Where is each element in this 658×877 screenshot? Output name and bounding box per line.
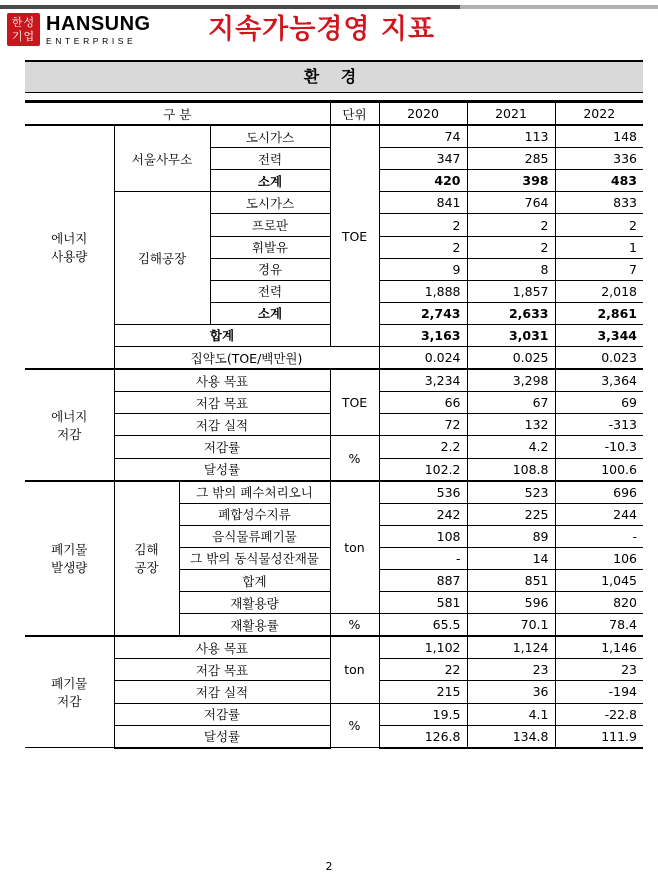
value-cell: 2,743 <box>379 302 467 324</box>
value-cell: 1,124 <box>467 636 555 659</box>
value-cell: 14 <box>467 547 555 569</box>
value-cell: 108.8 <box>467 458 555 481</box>
value-cell: 113 <box>467 125 555 148</box>
value-cell: 9 <box>379 258 467 280</box>
value-cell: 3,344 <box>555 324 643 346</box>
value-cell: 596 <box>467 592 555 614</box>
item-label: 그 밖의 동식물성잔재물 <box>179 547 330 569</box>
value-cell: -22.8 <box>555 703 643 725</box>
value-cell: 833 <box>555 192 643 214</box>
item-label-intensity: 집약도(TOE/백만원) <box>114 347 379 370</box>
value-cell: 523 <box>467 481 555 504</box>
value-cell: 67 <box>467 392 555 414</box>
value-cell: 398 <box>467 170 555 192</box>
item-label: 음식물류폐기물 <box>179 525 330 547</box>
value-cell: 0.023 <box>555 347 643 370</box>
value-cell: -10.3 <box>555 436 643 458</box>
page-number: 2 <box>325 860 333 873</box>
item-label: 휘발유 <box>210 236 330 258</box>
value-cell: 696 <box>555 481 643 504</box>
value-cell: 22 <box>379 659 467 681</box>
header-year: 2022 <box>555 102 643 126</box>
value-cell: 72 <box>379 414 467 436</box>
group-label-energy-use: 에너지 사용량 <box>25 125 114 369</box>
value-cell: 0.025 <box>467 347 555 370</box>
item-label: 저감 목표 <box>114 659 330 681</box>
value-cell: 0.024 <box>379 347 467 370</box>
item-label-total: 합계 <box>114 324 330 346</box>
item-label: 저감 실적 <box>114 414 330 436</box>
table-row <box>25 369 643 392</box>
environment-table-wrap <box>25 100 643 749</box>
item-label: 프로판 <box>210 214 330 236</box>
value-cell: 2,633 <box>467 302 555 324</box>
value-cell: 8 <box>467 258 555 280</box>
value-cell: 89 <box>467 525 555 547</box>
unit-cell: ton <box>330 481 379 614</box>
item-label: 사용 목표 <box>114 636 330 659</box>
item-label: 달성률 <box>114 725 330 748</box>
value-cell: 65.5 <box>379 614 467 637</box>
logo-brand-text: HANSUNG <box>46 13 151 35</box>
item-label: 합계 <box>179 569 330 591</box>
value-cell: 2.2 <box>379 436 467 458</box>
item-label: 소계 <box>210 302 330 324</box>
item-label: 도시가스 <box>210 125 330 148</box>
item-label: 재활용량 <box>179 592 330 614</box>
group-label-waste: 폐기물 발생량 <box>25 481 114 637</box>
value-cell: 2,018 <box>555 280 643 302</box>
unit-cell: % <box>330 436 379 481</box>
item-label: 사용 목표 <box>114 369 330 392</box>
company-logo <box>46 14 151 46</box>
value-cell: 78.4 <box>555 614 643 637</box>
subgroup-site: 김해 공장 <box>114 481 179 637</box>
value-cell: 1,102 <box>379 636 467 659</box>
table-row <box>25 436 643 458</box>
item-label: 재활용률 <box>179 614 330 637</box>
value-cell: 36 <box>467 681 555 703</box>
unit-cell: TOE <box>330 125 379 346</box>
value-cell: 3,364 <box>555 369 643 392</box>
value-cell: 23 <box>555 659 643 681</box>
value-cell: 285 <box>467 148 555 170</box>
value-cell: 244 <box>555 503 643 525</box>
value-cell: 2 <box>467 236 555 258</box>
value-cell: 1,888 <box>379 280 467 302</box>
value-cell: 4.1 <box>467 703 555 725</box>
value-cell: 74 <box>379 125 467 148</box>
document-title: 지속가능경영 지표 <box>208 14 436 45</box>
value-cell: 111.9 <box>555 725 643 748</box>
value-cell: 841 <box>379 192 467 214</box>
item-label: 전력 <box>210 148 330 170</box>
table-row <box>25 102 643 126</box>
value-cell: 347 <box>379 148 467 170</box>
value-cell: 132 <box>467 414 555 436</box>
value-cell: 2 <box>379 236 467 258</box>
table-row <box>25 636 643 659</box>
value-cell: 581 <box>379 592 467 614</box>
value-cell: 148 <box>555 125 643 148</box>
value-cell: 336 <box>555 148 643 170</box>
item-label: 폐합성수지류 <box>179 503 330 525</box>
value-cell: 134.8 <box>467 725 555 748</box>
item-label: 저감 실적 <box>114 681 330 703</box>
value-cell: 820 <box>555 592 643 614</box>
table-row <box>25 703 643 725</box>
value-cell: 19.5 <box>379 703 467 725</box>
item-label: 경유 <box>210 258 330 280</box>
value-cell: 1,146 <box>555 636 643 659</box>
unit-cell: % <box>330 614 379 637</box>
logo-sub-text: ENTERPRISE <box>46 36 137 46</box>
subgroup-gimhae: 김해공장 <box>114 192 210 325</box>
value-cell: 242 <box>379 503 467 525</box>
group-label-waste-reduction: 폐기물 저감 <box>25 636 114 747</box>
value-cell: 1 <box>555 236 643 258</box>
value-cell: 2 <box>467 214 555 236</box>
value-cell: - <box>379 547 467 569</box>
value-cell: 69 <box>555 392 643 414</box>
value-cell: 102.2 <box>379 458 467 481</box>
value-cell: 2,861 <box>555 302 643 324</box>
unit-cell: % <box>330 703 379 748</box>
unit-cell: TOE <box>330 369 379 436</box>
value-cell: 536 <box>379 481 467 504</box>
value-cell: 23 <box>467 659 555 681</box>
item-label: 저감 목표 <box>114 392 330 414</box>
value-cell: 66 <box>379 392 467 414</box>
value-cell: 100.6 <box>555 458 643 481</box>
header-year: 2020 <box>379 102 467 126</box>
value-cell: -194 <box>555 681 643 703</box>
value-cell: 7 <box>555 258 643 280</box>
value-cell: 108 <box>379 525 467 547</box>
section-title: 환 경 <box>25 60 643 93</box>
item-label: 소계 <box>210 170 330 192</box>
subgroup-seoul: 서울사무소 <box>114 125 210 192</box>
unit-cell: ton <box>330 636 379 703</box>
table-row <box>25 481 643 504</box>
value-cell: 126.8 <box>379 725 467 748</box>
value-cell: 420 <box>379 170 467 192</box>
value-cell: 3,298 <box>467 369 555 392</box>
item-label: 도시가스 <box>210 192 330 214</box>
value-cell: 3,234 <box>379 369 467 392</box>
value-cell: 70.1 <box>467 614 555 637</box>
item-label: 달성률 <box>114 458 330 481</box>
value-cell: -313 <box>555 414 643 436</box>
table-row <box>25 125 643 148</box>
top-rule <box>0 5 658 9</box>
value-cell: 1,045 <box>555 569 643 591</box>
value-cell: 483 <box>555 170 643 192</box>
value-cell: 2 <box>379 214 467 236</box>
header-unit: 단위 <box>330 102 379 126</box>
value-cell: 1,857 <box>467 280 555 302</box>
item-label: 저감률 <box>114 703 330 725</box>
value-cell: 3,163 <box>379 324 467 346</box>
table-row <box>25 347 643 370</box>
item-label: 그 밖의 폐수처리오니 <box>179 481 330 504</box>
value-cell: 2 <box>555 214 643 236</box>
item-label: 저감률 <box>114 436 330 458</box>
company-seal-logo: 한성 기업 <box>7 13 40 46</box>
value-cell: 851 <box>467 569 555 591</box>
value-cell: 215 <box>379 681 467 703</box>
environment-table <box>25 100 643 749</box>
value-cell: 764 <box>467 192 555 214</box>
header-category: 구 분 <box>25 102 330 126</box>
value-cell: 887 <box>379 569 467 591</box>
header-year: 2021 <box>467 102 555 126</box>
item-label: 전력 <box>210 280 330 302</box>
value-cell: 106 <box>555 547 643 569</box>
group-label-energy-reduction: 에너지 저감 <box>25 369 114 480</box>
value-cell: - <box>555 525 643 547</box>
value-cell: 4.2 <box>467 436 555 458</box>
value-cell: 3,031 <box>467 324 555 346</box>
value-cell: 225 <box>467 503 555 525</box>
